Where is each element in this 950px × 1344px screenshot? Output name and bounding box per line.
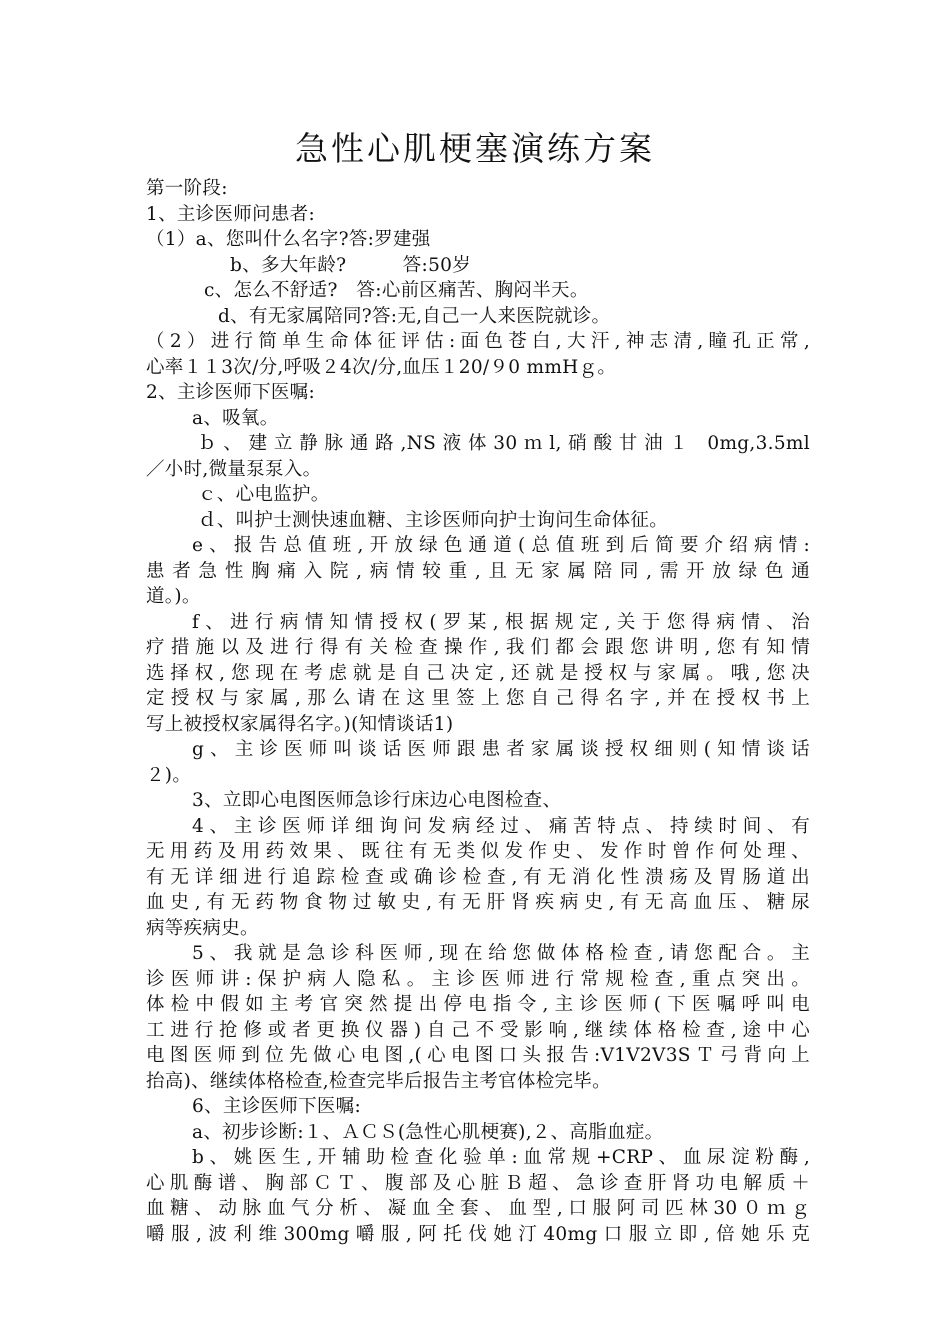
document-body: [146, 176, 810, 1247]
text-line: 诊医师讲:保护病人隐私。主诊医师进行常规检查,重点突出。: [146, 968, 810, 990]
text-line: e、报告总值班,开放绿色通道(总值班到后简要介绍病情:: [192, 535, 810, 556]
text-line: ／小时,微量泵泵入。: [146, 458, 322, 480]
text-line: 血史,有无药物食物过敏史,有无肝肾疾病史,有无高血压、糖尿: [146, 892, 810, 913]
text-line: a、初步诊断:１、ＡＣＳ(急性心肌梗赛),２、高脂血症。: [192, 1121, 664, 1143]
section-heading: 第一阶段:: [146, 178, 228, 199]
text-line: b、多大年龄? 答:50岁: [230, 254, 472, 276]
text-line: ｂ、建立静脉通路,NS液体30ｍl,硝酸甘油１ 0mg,3.5ml: [198, 433, 810, 454]
text-line: 写上被授权家属得名字。)(知情谈话1): [146, 713, 454, 735]
text-line: c、怎么不舒适? 答:心前区痛苦、胸闷半天。: [204, 280, 589, 301]
text-line: 无用药及用药效果、既往有无类似发作史、发作时曾作何处理、: [146, 841, 810, 862]
text-line: 心肌酶谱、胸部ＣＴ、腹部及心脏Ｂ超、急诊查肝肾功电解质＋: [146, 1172, 810, 1194]
text-line: 选择权,您现在考虑就是自己决定,还就是授权与家属。哦,您决: [146, 662, 810, 684]
text-line: d、有无家属陪同?答:无,自己一人来医院就诊。: [218, 305, 611, 327]
text-line: 5、我就是急诊科医师,现在给您做体格检查,请您配合。主: [192, 943, 810, 964]
text-line: 患者急性胸痛入院,病情较重,且无家属陪同,需开放绿色通: [146, 560, 810, 582]
text-line: 6、主诊医师下医嘱:: [192, 1096, 362, 1117]
text-line: 体检中假如主考官突然提出停电指令,主诊医师(下医嘱呼叫电: [146, 994, 810, 1015]
text-line: f、进行病情知情授权(罗某,根据规定,关于您得病情、治: [192, 611, 810, 633]
text-line: b、姚医生,开辅助检查化验单:血常规+CRP、血尿淀粉酶,: [192, 1147, 810, 1168]
text-line: 嚼服,波利维300mg嚼服,阿托伐她汀40mg口服立即,倍她乐克: [146, 1223, 810, 1245]
text-line: 抬高)、继续体格检查,检查完毕后报告主考官体检完毕。: [146, 1070, 611, 1092]
text-line: 1、主诊医师问患者:: [146, 203, 316, 225]
text-line: 疗措施以及进行得有关检查操作,我们都会跟您讲明,您有知情: [146, 637, 810, 658]
text-line: ｃ、心电监护。: [198, 484, 330, 505]
text-line: 道。)。: [146, 586, 201, 607]
text-line: （2）进行简单生命体征评估:面色苍白,大汗,神志清,瞳孔正常,: [146, 331, 810, 352]
text-line: g、主诊医师叫谈话医师跟患者家属谈授权细则(知情谈话: [192, 739, 810, 760]
text-line: （1）a、您叫什么名字?答:罗建强: [146, 229, 431, 250]
document-title: 急性心肌梗塞演练方案: [295, 129, 655, 168]
text-line: ２)。: [146, 764, 192, 786]
text-line: ｄ、叫护士测快速血糖、主诊医师向护士询问生命体征。: [198, 509, 669, 531]
text-line: 4、主诊医师详细询问发病经过、痛苦特点、持续时间、有: [192, 815, 810, 837]
text-line: 心率１１3次/分,呼吸２4次/分,血压１20/９0 mmHｇ。: [146, 356, 617, 378]
text-line: a、吸氧。: [192, 407, 279, 429]
text-line: 病等疾病史。: [146, 917, 259, 939]
text-line: 3、立即心电图医师急诊行床边心电图检查、: [192, 790, 562, 811]
text-line: 定授权与家属,那么请在这里签上您自己得名字,并在授权书上: [146, 688, 810, 709]
text-line: 有无详细进行追踪检查或确诊检查,有无消化性溃疡及胃肠道出: [146, 866, 810, 888]
text-line: 工进行抢修或者更换仪器)自己不受影响,继续体格检查,途中心: [146, 1019, 810, 1041]
text-line: 2、主诊医师下医嘱:: [146, 382, 316, 403]
text-line: 血糖、动脉血气分析、凝血全套、血型,口服阿司匹林30０ｍｇ: [146, 1198, 810, 1219]
text-line: 电图医师到位先做心电图,(心电图口头报告:V1V2V3SＴ弓背向上: [146, 1045, 810, 1066]
